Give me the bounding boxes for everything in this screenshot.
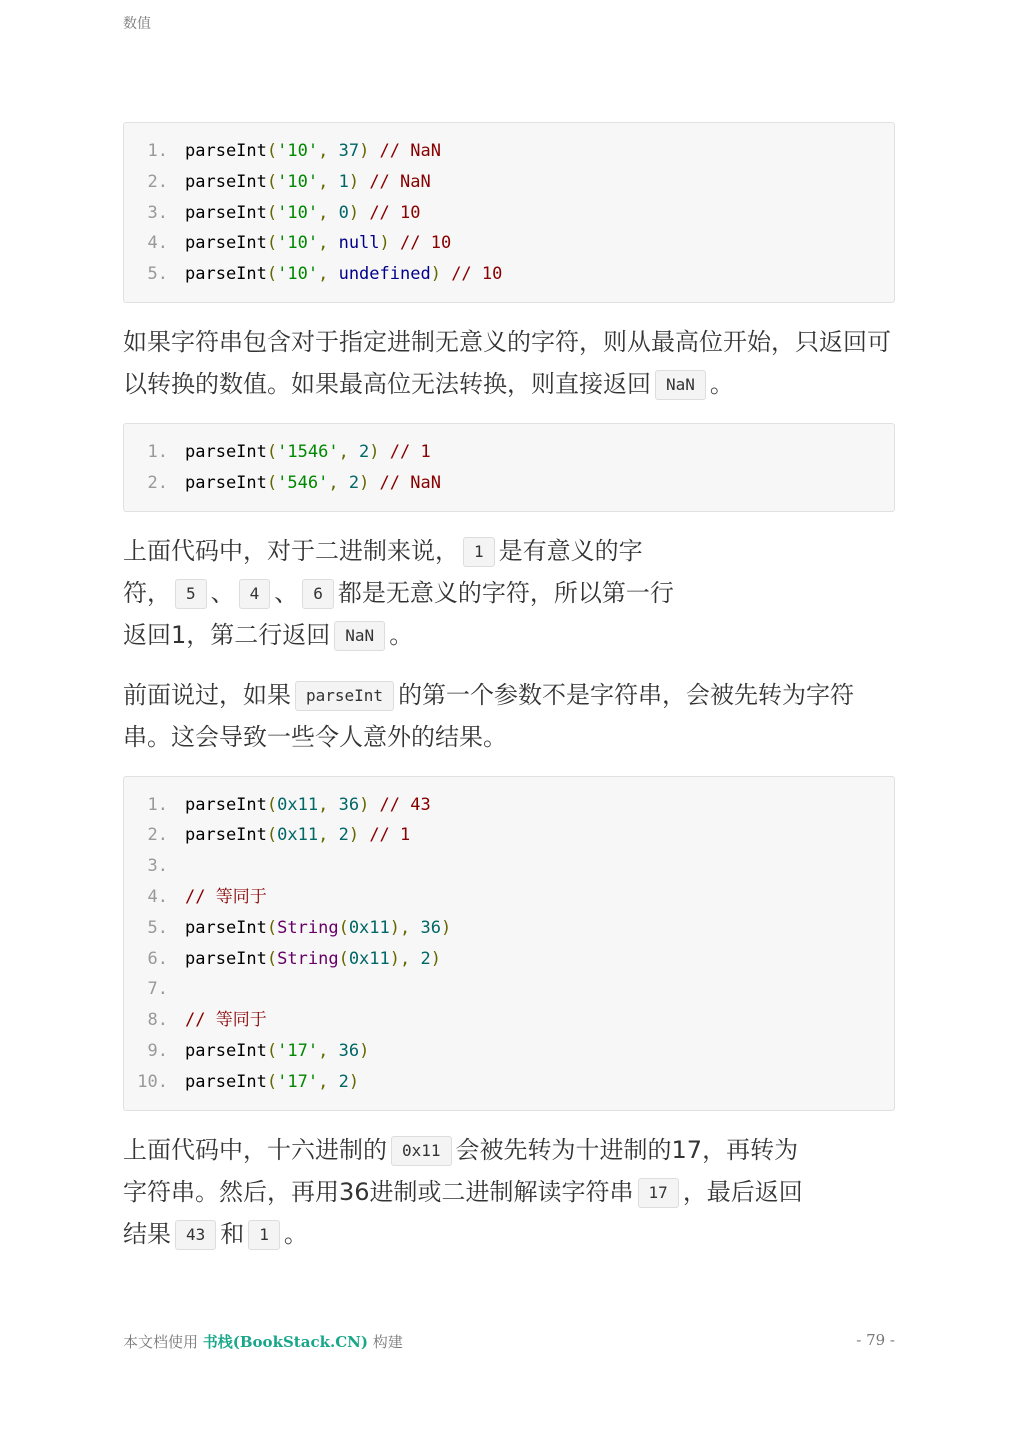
code-token: '1546' (277, 441, 339, 462)
code-token: 0x11 (277, 825, 319, 846)
code-text (185, 1036, 369, 1067)
code-token: String (277, 917, 339, 938)
code-token: ), (389, 948, 421, 969)
code-token: 0 (338, 202, 349, 223)
code-token: parseInt (185, 141, 267, 161)
code-token: '10' (277, 264, 319, 285)
code-token: '17' (277, 1040, 319, 1061)
code-token: // 等同于 (185, 1010, 267, 1031)
code-token: 2 (359, 441, 370, 462)
code-line (124, 944, 894, 975)
text: 。 (283, 1219, 308, 1248)
code-token: parseInt (185, 264, 267, 285)
text: 上面代码中，十六进制的 (123, 1135, 387, 1164)
text: 上面代码中，对于二进制来说， (123, 536, 459, 565)
code-token: ) (379, 233, 390, 254)
code-token: , (318, 794, 339, 815)
code-token: , (318, 1071, 339, 1092)
code-line (124, 437, 894, 468)
code-text (185, 198, 421, 229)
code-token: 2 (338, 825, 349, 846)
inline-code: 43 (175, 1220, 216, 1250)
inline-code: 0x11 (391, 1136, 452, 1166)
code-token: parseInt (185, 233, 267, 254)
code-token: ( (266, 1071, 278, 1092)
footer-prefix: 本文档使用 (123, 1333, 203, 1351)
page-number: - 79 - (856, 1331, 895, 1349)
code-token: parseInt (185, 171, 267, 192)
code-token: ) (430, 264, 441, 285)
code-token: ( (338, 917, 349, 938)
code-token: , (338, 441, 360, 462)
code-line (124, 1036, 894, 1067)
text: 会被先转为十进制的17，再转为字符串。然后，再用36进制或二进制解读字符串 (123, 1135, 799, 1206)
code-token: undefined (338, 264, 431, 285)
page-header: 数值 (123, 16, 151, 32)
code-token: 2 (338, 1071, 349, 1092)
code-text (185, 437, 431, 468)
code-token: null (338, 233, 380, 254)
code-text (185, 944, 441, 975)
code-token: ( (266, 917, 278, 938)
code-token: parseInt (185, 948, 267, 969)
inline-code: 4 (239, 579, 271, 609)
inline-code: parseInt (295, 681, 394, 711)
document-body (123, 122, 895, 1273)
code-token: ( (266, 794, 278, 815)
inline-code: 1 (463, 537, 495, 567)
code-line (124, 851, 894, 882)
text: 的第一个参数不是字符串，会被先转为字符串。这会导致一些令人意外的结果。 (123, 680, 855, 751)
code-line (124, 974, 894, 1005)
code-token: 1 (338, 171, 349, 192)
line-number: 4. (147, 886, 168, 907)
code-token: ( (338, 948, 349, 969)
code-token: 2 (420, 948, 431, 969)
text: 都是无意义的字符，所以第一行返回1，第二行返回 (123, 578, 674, 649)
line-number: 2. (147, 825, 168, 846)
code-token: ) (369, 441, 380, 462)
paragraph-3 (123, 674, 895, 758)
code-token: 0x11 (277, 794, 319, 815)
code-token: ) (348, 825, 360, 846)
line-number: 2. (147, 171, 168, 192)
line-number: 1. (147, 794, 168, 815)
code-text (185, 913, 451, 944)
line-number: 5. (147, 917, 168, 938)
code-token: '17' (277, 1071, 319, 1092)
code-line (124, 167, 894, 198)
footer-suffix: 构建 (367, 1333, 403, 1351)
line-number: 1. (147, 141, 168, 161)
code-token: , (318, 264, 339, 285)
code-token: ) (359, 472, 370, 493)
code-token: , (318, 202, 339, 223)
code-text (185, 882, 267, 913)
text: 。 (709, 369, 734, 398)
inline-code: 5 (175, 579, 207, 609)
code-token: '10' (277, 171, 319, 192)
code-token: parseInt (185, 472, 267, 493)
code-text (185, 1005, 267, 1036)
page-footer (123, 1331, 895, 1352)
code-token: 36 (338, 794, 360, 815)
line-number: 9. (147, 1040, 168, 1061)
code-token: ( (266, 825, 278, 846)
line-number: 3. (147, 202, 168, 223)
code-token: ) (348, 1071, 360, 1092)
code-token: parseInt (185, 825, 267, 846)
text: ，最后返回结果 (123, 1177, 803, 1248)
code-text (185, 167, 431, 198)
code-line (124, 136, 894, 167)
code-token: // 10 (359, 202, 421, 223)
code-token: '10' (277, 141, 319, 161)
line-number: 7. (147, 979, 168, 1000)
code-line (124, 1067, 894, 1098)
code-token: , (318, 1040, 339, 1061)
code-token: ( (266, 441, 278, 462)
code-token: // NaN (359, 171, 431, 192)
code-token: ) (348, 171, 360, 192)
code-token: 36 (420, 917, 441, 938)
code-token: , (328, 472, 349, 493)
code-token: parseInt (185, 917, 267, 938)
inline-code: 1 (248, 1220, 280, 1250)
code-line (124, 468, 894, 499)
code-token: parseInt (185, 202, 267, 223)
code-token: 0x11 (348, 948, 390, 969)
code-text (185, 468, 441, 499)
code-token: // 43 (369, 794, 431, 815)
code-token: parseInt (185, 1071, 267, 1092)
text: 和 (220, 1219, 245, 1248)
code-token: ) (359, 1040, 370, 1061)
line-number: 4. (147, 233, 168, 254)
code-token: , (318, 233, 339, 254)
code-text (185, 790, 431, 821)
paragraph-1 (123, 321, 895, 405)
text: 、 (274, 578, 299, 607)
text: 。 (389, 620, 414, 649)
code-text (185, 228, 451, 259)
code-line (124, 913, 894, 944)
text: 如果字符串包含对于指定进制无意义的字符，则从最高位开始，只返回可以转换的数值。如果最高位无法转换，则直接返回 (123, 327, 891, 398)
code-token: parseInt (185, 441, 267, 462)
code-token: , (318, 171, 339, 192)
code-line (124, 790, 894, 821)
code-token: '10' (277, 202, 319, 223)
code-token: ( (266, 202, 278, 223)
line-number: 1. (147, 441, 168, 462)
code-text (185, 820, 410, 851)
line-number: 6. (147, 948, 168, 969)
code-token: // NaN (369, 472, 441, 493)
code-token: ( (266, 141, 278, 161)
text: 前面说过，如果 (123, 680, 291, 709)
code-token: // NaN (369, 141, 441, 161)
inline-code: NaN (334, 621, 385, 651)
code-token: 36 (338, 1040, 360, 1061)
code-token: 37 (338, 141, 360, 161)
paragraph-4 (123, 1129, 813, 1255)
code-token: ( (266, 948, 278, 969)
code-text (185, 136, 441, 167)
code-token: ( (266, 233, 278, 254)
code-block-3 (123, 776, 895, 1111)
code-token: , (318, 141, 339, 161)
code-line (124, 198, 894, 229)
code-token: ( (266, 1040, 278, 1061)
code-block-1 (123, 122, 895, 303)
code-block-2 (123, 423, 895, 512)
code-token: // 10 (389, 233, 452, 254)
code-line (124, 1005, 894, 1036)
footer-brand-link[interactable]: 书栈(BookStack.CN) (202, 1333, 368, 1351)
code-line (124, 228, 894, 259)
line-number: 5. (147, 264, 168, 285)
text: 是有意义的字符， (123, 536, 643, 607)
code-token: // 等同于 (185, 886, 267, 907)
inline-code: 6 (302, 579, 334, 609)
line-number: 10. (137, 1071, 168, 1092)
line-number: 3. (147, 856, 168, 877)
line-number: 8. (147, 1010, 168, 1031)
code-token: '546' (277, 472, 329, 493)
code-token: ), (389, 917, 421, 938)
code-token: 0x11 (348, 917, 390, 938)
paragraph-2 (123, 530, 683, 656)
code-token: ) (359, 141, 370, 161)
code-token: ) (440, 917, 452, 938)
code-token: // 1 (379, 441, 431, 462)
code-token: 2 (348, 472, 360, 493)
code-token: '10' (277, 233, 319, 254)
code-text (185, 1067, 359, 1098)
code-line (124, 259, 894, 290)
text: 、 (210, 578, 235, 607)
code-token: ) (359, 794, 370, 815)
code-token: ) (348, 202, 360, 223)
code-token: ) (430, 948, 441, 969)
code-token: String (277, 948, 339, 969)
code-token: parseInt (185, 1040, 267, 1061)
code-token: ( (266, 472, 278, 493)
code-token: , (318, 825, 339, 846)
code-text (185, 259, 502, 290)
code-line (124, 820, 894, 851)
code-token: parseInt (185, 794, 267, 815)
inline-code: 17 (638, 1178, 679, 1208)
code-line (124, 882, 894, 913)
code-token: ( (266, 264, 278, 285)
code-token: // 10 (440, 264, 503, 285)
code-token: // 1 (359, 825, 411, 846)
line-number: 2. (147, 472, 168, 493)
inline-code: NaN (655, 370, 706, 400)
code-token: ( (266, 171, 278, 192)
